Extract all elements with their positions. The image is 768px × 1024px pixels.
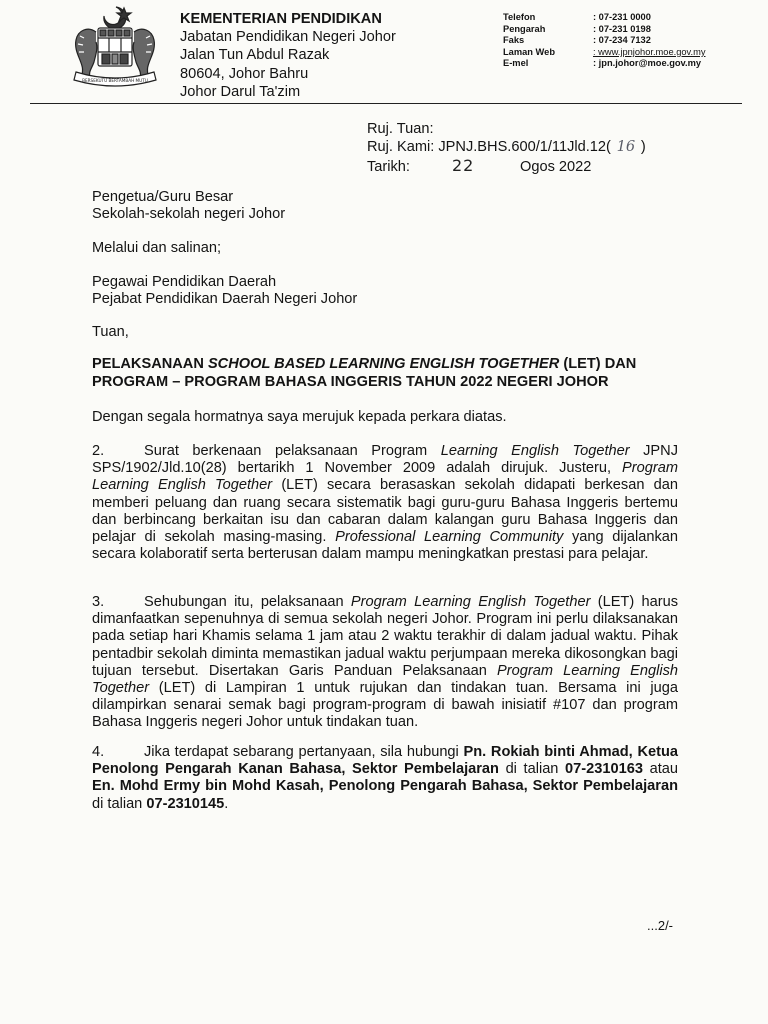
contact-row (503, 47, 705, 59)
contact-row (503, 58, 705, 70)
page-continuation: ...2/- (647, 918, 674, 933)
tarikh-label: Tarikh: (367, 158, 410, 175)
paragraph-text: (LET) harus dimanfaatkan sepenuhnya di semua sekolah negeri Johor. Program ini perlu dilaksanakan pada setiap hari Khamis selama 1 jam atau 2 waktu terakhir di dalam jadual waktu. Pihak pentadbir sekolah diminta memastikan jadual waktu perjumpaan mereka dikosongkan bagi tujuan tersebut. Disertakan Garis Panduan Pelaksanaan (92, 594, 678, 679)
paragraph-number: 2. (92, 443, 105, 459)
recipient-line: Pengetua/Guru Besar (92, 189, 234, 205)
copy-to-line: Pegawai Pendidikan Daerah (92, 274, 277, 290)
contact-value: : 07-231 0000 (593, 12, 651, 22)
paragraph-text: (LET) secara berasaskan sekolah didapati berkesan dan memberi peluang dan ruang secara sistematik bagi guru-guru Bahasa Inggeris bertemu dan berbincang berkaitan isu dan cabaran dalam kalangan guru Bahasa Inggeris dan pelajar di sekolah masing-masing. (92, 477, 678, 546)
paragraph-text: . (224, 795, 229, 812)
subject-italic: SCHOOL BASED LEARNING ENGLISH TOGETHER (207, 356, 560, 372)
contact-person-1: Pn. Rokiah binti Ahmad, Ketua Penolong Pengarah Kanan Bahasa, Sektor Pembelajaran (92, 744, 678, 778)
paragraph-italic: Program Learning English Together (92, 662, 678, 697)
copy-to (92, 274, 357, 308)
contact-row (503, 35, 705, 47)
paragraph-text: (LET) di Lampiran 1 untuk rujukan dan tindakan tuan. Bersama ini juga dilampirkan senarai semak bagi program-program di bawah inisiatif #107 dan program Bahasa Inggeris negeri Johor untuk tindakan tuan. (92, 680, 678, 731)
ruj-kami (367, 138, 646, 156)
letterhead-divider (30, 103, 742, 104)
paragraph-italic: Program Learning English Together (92, 460, 678, 494)
paragraph-number: 4. (92, 744, 105, 760)
tarikh-day-handwritten: 22 (452, 155, 475, 175)
contact-value: : 07-234 7132 (593, 35, 651, 46)
contact-label: Faks (503, 35, 525, 46)
ruj-kami-label: Ruj. Kami: (367, 139, 435, 156)
copy-to-line: Pejabat Pendidikan Daerah Negeri Johor (92, 291, 358, 308)
paragraph-text: Surat berkenaan pelaksanaan Program (144, 443, 441, 459)
contact-label: Laman Web (503, 46, 556, 57)
ruj-kami-value: JPNJ.BHS.600/1/11Jld.12( (438, 139, 611, 156)
paragraph-text: atau (642, 761, 678, 778)
tarikh-month-year: Ogos 2022 (520, 158, 592, 175)
paragraph-number: 3. (92, 594, 105, 610)
opening-paragraph: Dengan segala hormatnya saya merujuk kepada perkara diatas. (92, 409, 507, 425)
recipient-line: Sekolah-sekolah negeri Johor (92, 206, 286, 223)
contact-phone-2: 07-2310145 (146, 795, 225, 812)
contact-label: E-mel (503, 58, 529, 69)
paragraph-italic: Program Learning English Together (350, 594, 591, 610)
address-street: Jalan Tun Abdul Razak (180, 47, 330, 64)
salutation: Tuan, (92, 324, 129, 340)
contact-person-2: En. Mohd Ermy bin Mohd Kasah, Penolong Pengarah Bahasa, Sektor Pembelajaran (92, 778, 678, 795)
email-link[interactable]: : jpn.johor@moe.gov.my (593, 58, 702, 69)
subject-title (92, 356, 684, 391)
paragraph-text: Sehubungan itu, pelaksanaan (144, 594, 351, 610)
paragraph-3 (92, 594, 678, 732)
ruj-tuan: Ruj. Tuan: (367, 121, 434, 137)
contact-row (503, 12, 705, 24)
contact-value: : 07-231 0198 (593, 23, 651, 34)
paragraph-4 (92, 744, 678, 813)
subject-text: PELAKSANAAN (92, 356, 208, 372)
crest-motto: BERSEKUTU BERTAMBAH MUTU (82, 78, 148, 83)
contact-phone-1: 07-2310163 (565, 761, 643, 778)
organisation-address (180, 10, 396, 101)
address-postcode-city: 80604, Johor Bahru (180, 65, 309, 82)
address-state: Johor Darul Ta'zim (180, 83, 301, 100)
paragraph-text: Jika terdapat sebarang pertanyaan, sila hubungi (144, 744, 464, 760)
contact-label: Telefon (503, 12, 536, 22)
organisation-name: KEMENTERIAN PENDIDIKAN (180, 11, 382, 27)
department-name: Jabatan Pendidikan Negeri Johor (180, 29, 396, 46)
tarikh (367, 157, 646, 176)
contact-row (503, 24, 705, 36)
paragraph-text: JPNJ SPS/1902/Jld.10(28) bertarikh 1 November 2009 adalah dirujuk. Justeru, (92, 443, 679, 477)
paragraph-text: di talian (498, 761, 566, 778)
paragraph-text: di talian (92, 795, 147, 812)
website-link[interactable]: : www.jpnjohor.moe.gov.my (593, 46, 706, 57)
paragraph-italic: Learning English Together (440, 443, 630, 459)
contact-label: Pengarah (503, 23, 546, 34)
malaysia-coat-of-arms-icon (66, 2, 164, 94)
contact-details (503, 12, 705, 70)
ruj-kami-handwritten: 16 (616, 138, 636, 156)
via-line: Melalui dan salinan; (92, 240, 221, 256)
recipient (92, 189, 285, 223)
subject-text: (LET) DAN PROGRAM – PROGRAM BAHASA INGGERIS TAHUN 2022 NEGERI JOHOR (92, 356, 637, 390)
reference-block (367, 121, 646, 176)
paragraph-2 (92, 443, 678, 563)
paragraph-italic: Professional Learning Community (335, 529, 564, 546)
paragraph-text: yang dijalankan secara kolaboratif serta berterusan dalam mampu meningkatkan prestasi para pelajar. (92, 529, 678, 563)
ruj-kami-close: ) (640, 139, 646, 156)
